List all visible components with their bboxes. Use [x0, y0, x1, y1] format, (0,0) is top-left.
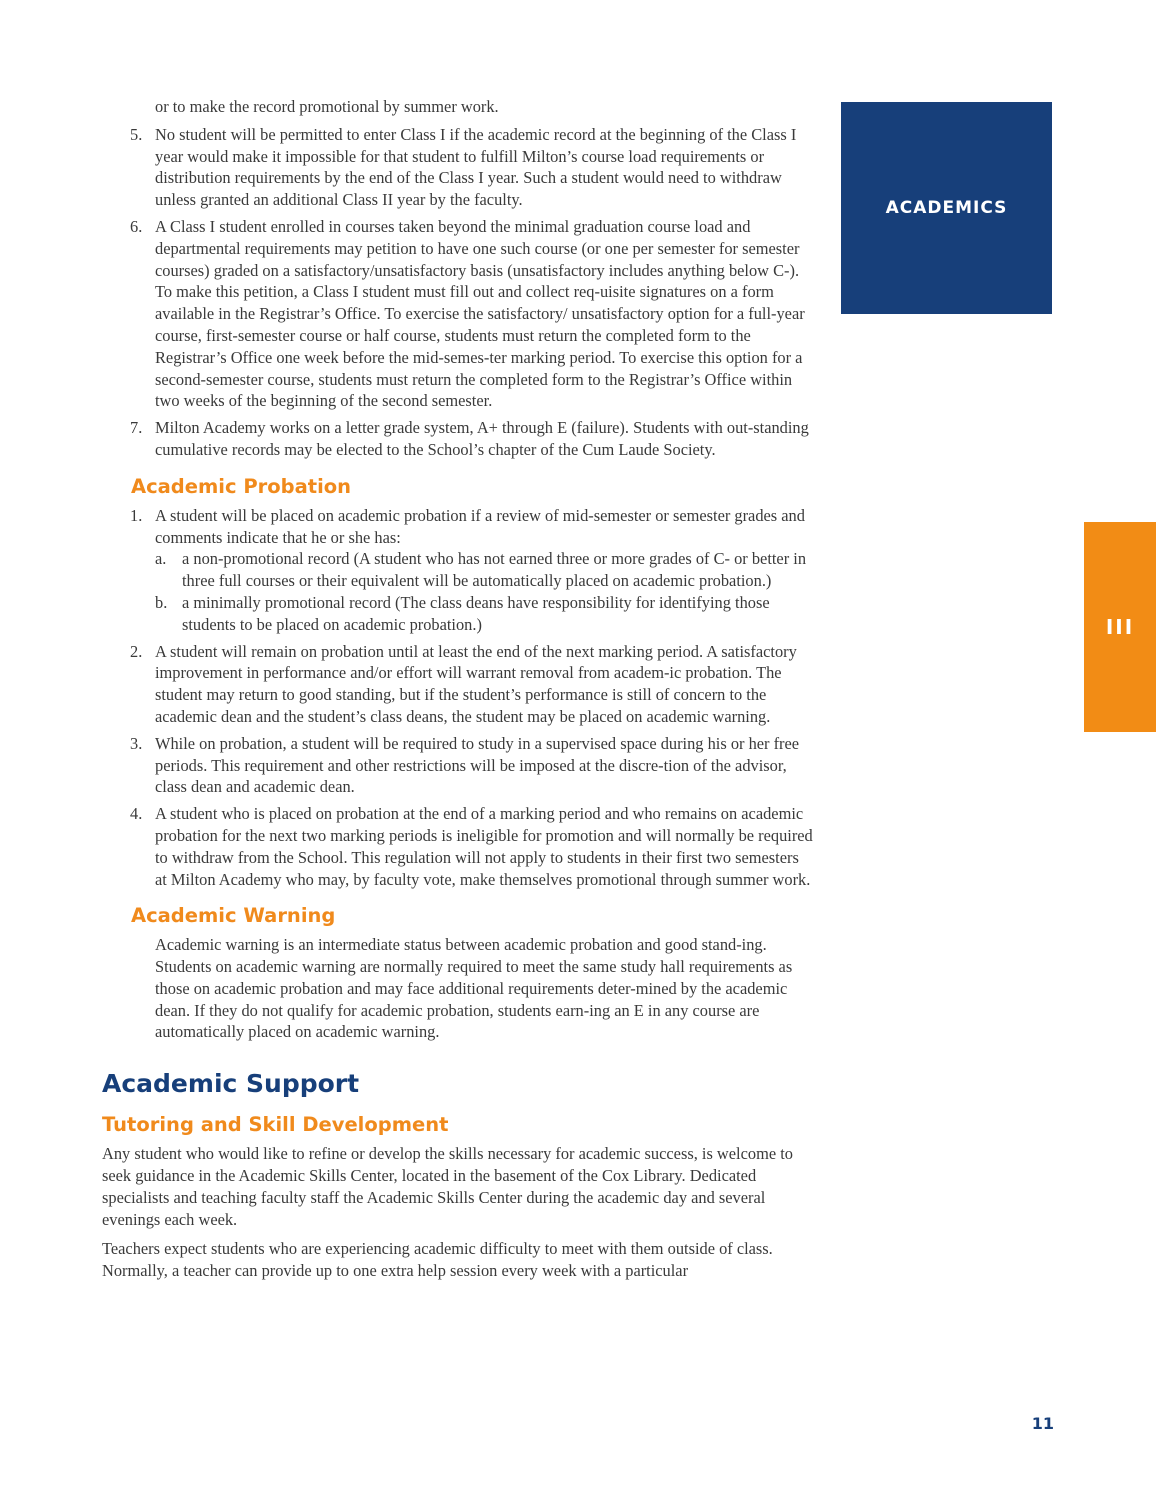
section-label-box: [841, 102, 1052, 314]
list-item: [102, 216, 814, 412]
list-number: 7.: [130, 418, 143, 438]
list-number: 5.: [130, 124, 143, 144]
promotion-list: [102, 124, 814, 461]
sub-list-item: [155, 592, 814, 636]
probation-heading: Academic Probation: [131, 474, 352, 498]
chapter-tab-label: III: [1105, 615, 1135, 639]
list-number: 3.: [130, 733, 143, 753]
list-number: 4.: [130, 804, 143, 824]
sub-list-letter: a.: [155, 549, 167, 569]
sub-list-item-text: a non-promotional record (A student who has not earned three or more grades of C- or better in three full courses or their equivalent will be automatically placed on academic probation.): [182, 549, 807, 591]
list-item: [102, 733, 814, 798]
support-paragraph: Teachers expect students who are experiencing academic difficulty to meet with them outside of class. Normally, a teacher can provide up to one extra help session every week with a particular: [102, 1239, 773, 1281]
list-item-text: A student will remain on probation until at least the end of the next marking period. A satisfactory improvement in performance and/or effort will warrant removal from academ-ic probation. The student may return to good standing, but if the student’s performance is still of concern to the academic dean and the student’s class deans, the student may be placed on academic warning.: [155, 641, 797, 726]
list-item: [102, 124, 814, 211]
list-item-text: A student will be placed on academic probation if a review of mid-semester or semester grades and comments indicate that he or she has:: [155, 505, 805, 547]
tutoring-heading: Tutoring and Skill Development: [102, 1113, 449, 1137]
list-item-text: While on probation, a student will be required to study in a supervised space during his or her free periods. This requirement and other restrictions will be imposed at the discre-tion of the advisor, class dean and academic dean.: [155, 733, 800, 797]
sub-list-item-text: a minimally promotional record (The class deans have responsibility for identifying those students to be placed on academic probation.): [182, 592, 770, 634]
list-item-text: A student who is placed on probation at the end of a marking period and who remains on academic probation for the next two marking periods is ineligible for promotion and will normally be required to withdraw from the School. This regulation will not apply to students in their first two semesters at Milton Academy who may, by faculty vote, make themselves promotional through summer work.: [155, 804, 813, 889]
warning-paragraph: Academic warning is an intermediate status between academic probation and good stand-ing. Students on academic warning are normally required to meet the same study hall requirements as those on academic probation and may face additional requirements deter-mined by the academic dean. If they do not qualify for academic probation, students earn-ing an E in any course are automatically placed on academic warning.: [155, 935, 793, 1042]
list-item: [102, 417, 814, 461]
sub-list-item: [155, 548, 814, 592]
page-content: [102, 96, 814, 1290]
list-number: 6.: [130, 216, 143, 236]
list-number: 2.: [130, 641, 143, 661]
section-label: ACADEMICS: [885, 198, 1008, 218]
list-item-text: Milton Academy works on a letter grade system, A+ through E (failure). Students with out-standing cumulative records may be elected to the School’s chapter of the Cum Laude Society.: [155, 418, 809, 459]
support-paragraph: Any student who would like to refine or develop the skills necessary for academic success, is welcome to seek guidance in the Academic Skills Center, located in the basement of the Cox Library. Dedicated specialists and teaching faculty staff the Academic Skills Center during the academic day and several evenings each week.: [102, 1144, 793, 1229]
probation-sublist: [155, 548, 814, 635]
chapter-tab[interactable]: [1084, 522, 1156, 732]
list-item: [102, 803, 814, 890]
warning-heading: Academic Warning: [131, 904, 336, 928]
list-item-text: No student will be permitted to enter Class I if the academic record at the beginning of the Class I year would make it impossible for that student to fulfill Milton’s course load requirements or distribution requirements by the end of the Class I year. Such a student would need to withdraw unless granted an additional Class II year by the faculty.: [155, 124, 797, 210]
list-number: 1.: [130, 505, 143, 525]
page-number: 11: [1031, 1414, 1054, 1433]
list-item-text: A Class I student enrolled in courses taken beyond the minimal graduation course load and departmental requirements may petition to have one such course (or one per semester for semester courses) graded on a satisfactory/unsatisfactory basis (unsatisfactory includes anything below C-). To make this petition, a Class I student must fill out and collect req-uisite signatures on a form available in the Registrar’s Office. To exercise the satisfactory/ unsatisfactory option for a full-year course, first-semester course or half course, students must return the completed form to the Registrar’s Office one week before the mid-semes-ter marking period. To exercise this option for a second-semester course, students must return the completed form to the Registrar’s Office within two weeks of the beginning of the second semester.: [155, 216, 805, 411]
support-heading: Academic Support: [102, 1069, 360, 1099]
intro-continuation: or to make the record promotional by summer work.: [155, 97, 499, 116]
probation-list: [102, 505, 814, 891]
list-item: [102, 505, 814, 636]
sub-list-letter: b.: [155, 592, 168, 612]
list-item: [102, 641, 814, 728]
